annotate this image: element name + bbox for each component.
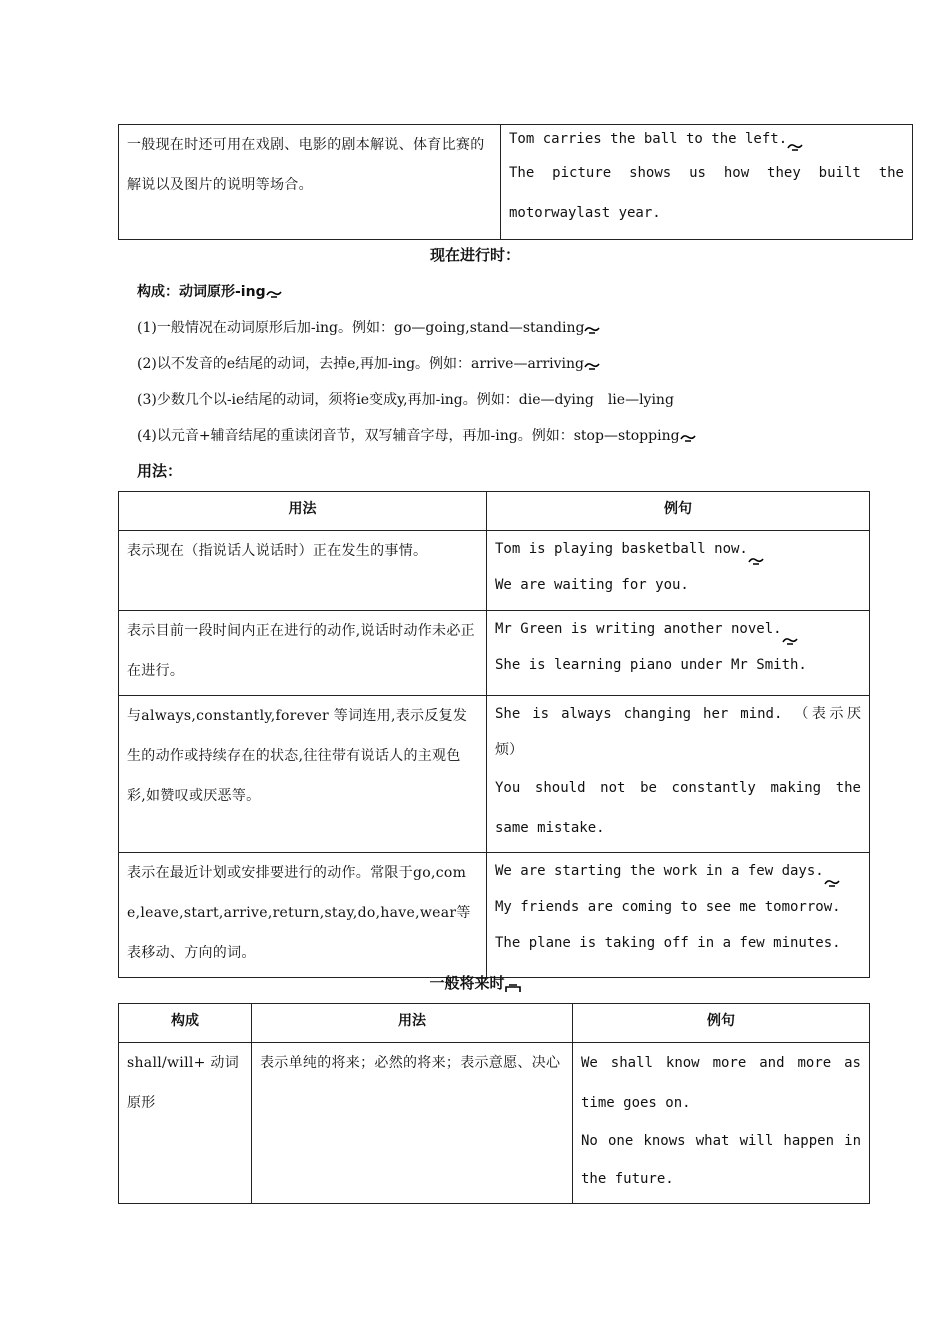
inline-mark-icon <box>748 544 764 554</box>
table-header-row <box>119 1004 870 1043</box>
inline-mark-icon <box>787 134 803 144</box>
table-row <box>119 853 870 978</box>
example-sentence: 烦） <box>495 742 523 758</box>
table-row <box>119 696 870 853</box>
table-simple-present-extra <box>118 124 913 240</box>
example-cell <box>501 125 913 240</box>
example-sentence: We are waiting for you. <box>495 577 689 593</box>
rule-line: (4)以元音+辅音结尾的重读闭音节，双写辅音字母，再加-ing。例如：stop—stopping <box>137 425 696 445</box>
table-row <box>119 611 870 696</box>
example-sentence: The plane is taking off in a few minutes. <box>495 935 841 951</box>
rule-line: (1)一般情况在动词原形后加-ing。例如：go—going,stand—standing <box>137 317 600 337</box>
inline-mark-icon <box>266 287 282 297</box>
section-title-present-continuous: 现在进行时： <box>429 246 520 264</box>
table-row <box>119 531 870 611</box>
column-header: 例句 <box>487 492 870 531</box>
example-sentence: the future. <box>581 1171 674 1187</box>
example-sentence: We are starting the work in a few days. <box>495 863 824 879</box>
usage-label: 用法： <box>137 462 183 480</box>
example-sentence: The picture shows us how they built the <box>509 165 904 181</box>
example-sentence: Tom is playing basketball now. <box>495 541 748 557</box>
example-sentence: My friends are coming to see me tomorrow. <box>495 899 841 915</box>
example-sentence: Tom carries the ball to the left. <box>509 131 788 147</box>
usage-cell: 表示现在（指说话人说话时）正在发生的事情。 <box>119 531 487 611</box>
formation-line: 构成：动词原形-ing <box>137 281 282 301</box>
inline-mark-icon <box>824 866 840 876</box>
example-sentence: No one knows what will happen in <box>581 1133 861 1149</box>
inline-mark-icon <box>584 359 600 369</box>
usage-cell: 表示目前一段时间内正在进行的动作,说话时动作未必正在进行。 <box>119 611 487 696</box>
usage-cell: 一般现在时还可用在戏剧、电影的剧本解说、体育比赛的解说以及图片的说明等场合。 <box>119 125 501 240</box>
example-sentence: She is learning piano under Mr Smith. <box>495 657 807 673</box>
table-header-row <box>119 492 870 531</box>
column-header: 例句 <box>573 1004 870 1043</box>
rule-line: (3)少数几个以-ie结尾的动词，须将ie变成y,再加-ing。例如：die—dying lie—lying <box>137 392 674 408</box>
example-cell <box>487 531 870 611</box>
example-cell <box>487 853 870 978</box>
example-sentence: same mistake. <box>495 820 605 836</box>
example-sentence: time goes on. <box>581 1095 691 1111</box>
usage-cell: 与always,constantly,forever 等词连用,表示反复发生的动作或持续存在的状态,往往带有说话人的主观色彩,如赞叹或厌恶等。 <box>119 696 487 853</box>
inline-mark-icon <box>782 624 798 634</box>
usage-cell: 表示在最近计划或安排要进行的动作。常限于go,come,leave,start,arrive,return,stay,do,have,wear等表移动、方向的词。 <box>119 853 487 978</box>
rule-line: (2)以不发音的e结尾的动词，去掉e,再加-ing。例如：arrive—arriving <box>137 353 600 373</box>
usage-cell: 表示单纯的将来；必然的将来；表示意愿、决心 <box>252 1043 573 1204</box>
example-sentence: You should not be constantly making the <box>495 780 861 796</box>
table-present-continuous-usage <box>118 491 870 978</box>
column-header: 构成 <box>119 1004 252 1043</box>
table-row <box>119 1043 870 1204</box>
inline-mark-icon <box>505 979 521 989</box>
example-sentence: We shall know more and more as <box>581 1055 861 1071</box>
example-sentence: Mr Green is writing another novel. <box>495 621 782 637</box>
example-cell <box>573 1043 870 1204</box>
example-sentence: motorwaylast year. <box>509 205 661 221</box>
column-header: 用法 <box>119 492 487 531</box>
example-cell <box>487 696 870 853</box>
example-cell <box>487 611 870 696</box>
inline-mark-icon <box>680 431 696 441</box>
formation-cell: shall/will+ 动词原形 <box>119 1043 252 1204</box>
example-sentence: She is always changing her mind. （表示厌 <box>495 706 861 722</box>
inline-mark-icon <box>584 323 600 333</box>
section-title-simple-future: 一般将来时 <box>0 972 950 993</box>
table-row <box>119 125 913 240</box>
table-simple-future <box>118 1003 870 1204</box>
column-header: 用法 <box>252 1004 573 1043</box>
